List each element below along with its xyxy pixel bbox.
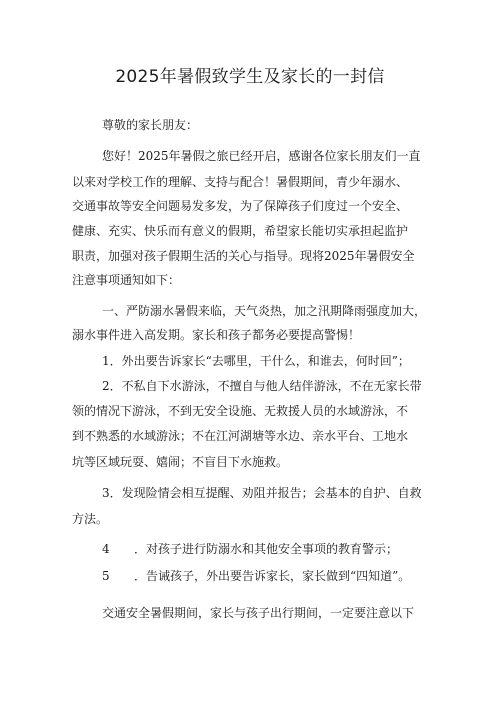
item-3-line-1: 3．发现险情会相互提醒、劝阻并报告；会基本的自护、自救: [102, 486, 422, 500]
intro-line-3: 交通事故等安全问题易发多发，为了保障孩子们度过一个安全、: [72, 199, 409, 213]
letter-title: 2025年暑假致学生及家长的一封信: [115, 67, 385, 87]
section1-line-1: 一、严防溺水暑假来临，天气炎热，加之汛期降雨强度加大，: [102, 304, 427, 318]
item-5-text: ．告诫孩子，外出要告诉家长，家长做到“四知道”。: [134, 569, 411, 583]
item-4: [102, 543, 398, 555]
item-2-line-1: 2．不私自下水游泳，不擅自与他人结伴游泳，不在无家长带: [102, 379, 422, 393]
item-4-text: ．对孩子进行防溺水和其他安全事项的教育警示；: [134, 542, 399, 556]
intro-line-2: 以来对学校工作的理解、支持与配合！暑假期间，青少年溺水、: [72, 175, 409, 189]
intro-line-5: 职责，加强对孩子假期生活的关心与指导。现将2025年暑假安全: [72, 249, 415, 263]
intro-line-1: 您好！2025年暑假之旅已经开启，感谢各位家长朋友们一直: [102, 149, 421, 163]
intro-line-6: 注意事项通知如下：: [72, 273, 181, 287]
item-5: [102, 570, 410, 582]
section2-line-1: 交通安全暑假期间，家长与孩子出行期间，一定要注意以下: [102, 606, 415, 620]
item-2-line-3: 到不熟悉的水域游泳；不在江河湖塘等水边、亲水平台、工地水: [72, 429, 409, 443]
item-2-line-4: 坑等区域玩耍、嬉闹；不盲目下水施救。: [72, 455, 289, 469]
item-1: 1．外出要告诉家长“去哪里，干什么，和谁去，何时回”；: [102, 354, 410, 368]
item-5-number: 5: [102, 569, 110, 583]
item-2-line-2: 领的情况下游泳，不到无安全设施、无救援人员的水域游泳，不: [72, 404, 409, 418]
salutation: 尊敬的家长朋友：: [102, 118, 199, 132]
section1-line-2: 溺水事件进入高发期。家长和孩子都务必要提高警惕！: [72, 328, 361, 342]
item-3-line-2: 方法。: [72, 512, 109, 526]
item-4-number: 4: [102, 542, 110, 556]
intro-line-4: 健康、充实、快乐而有意义的假期，希望家长能切实承担起监护: [72, 224, 409, 238]
